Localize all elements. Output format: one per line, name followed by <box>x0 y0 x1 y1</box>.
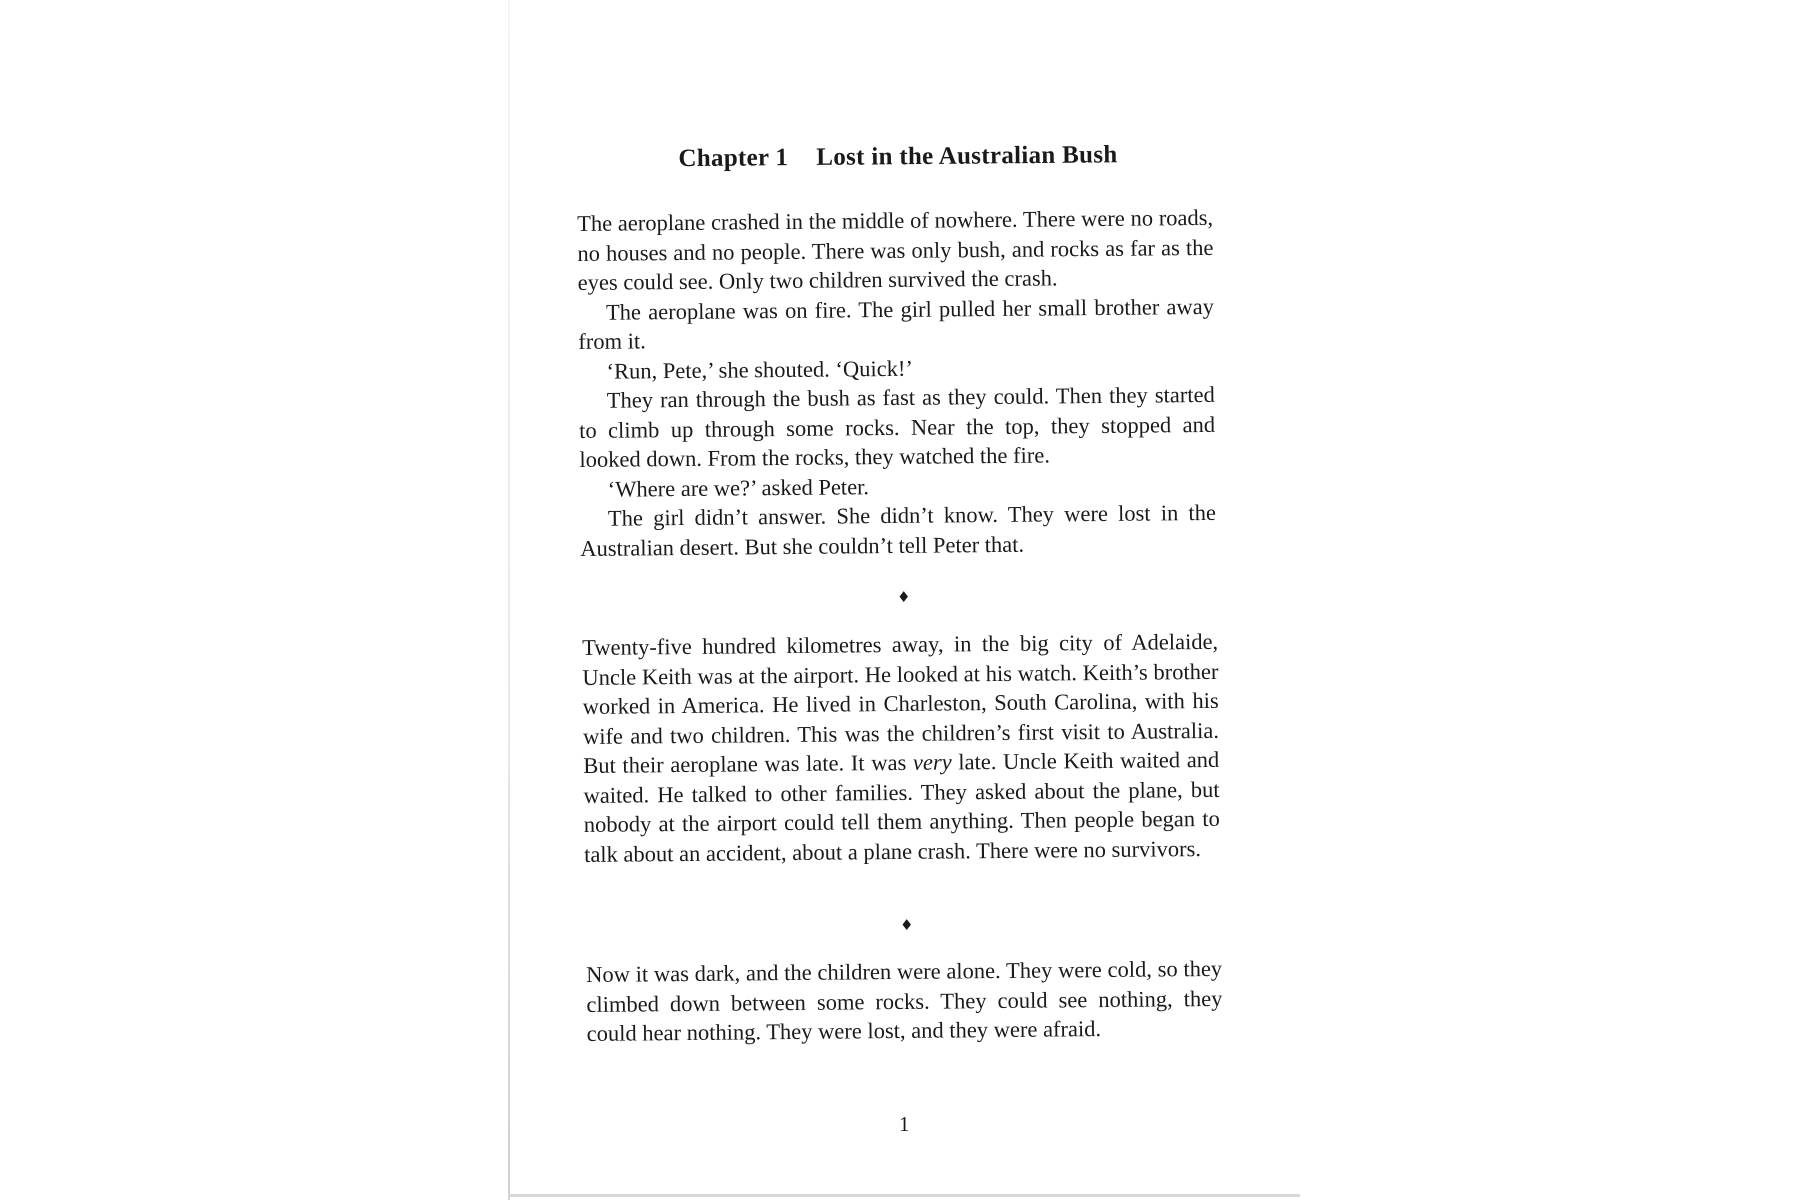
paragraph: ‘Run, Pete,’ she shouted. ‘Quick!’ <box>606 355 914 384</box>
paragraph: ‘Where are we?’ asked Peter. <box>607 473 870 502</box>
text-run: Twenty-five hundred kilometres away, in the big city of Adelaide, Uncle Keith was at the airport. He looked at his watch. Keith’s brother worked in America. He lived in Charleston, South Carolina, with his wife and two children. This was the children’s first visit to Australia. But their aeroplane was late. It was <box>582 628 1220 778</box>
chapter-number: Chapter 1 <box>678 144 789 173</box>
page-edge-bottom <box>508 1194 1300 1197</box>
section-divider-diamond: ♦ <box>900 916 914 934</box>
emphasis-word: very <box>912 749 952 775</box>
chapter-title: Lost in the Australian Bush <box>816 141 1118 171</box>
paragraph: They ran through the bush as fast as they could. Then they started to climb up through some rocks. Near the top, they stopped and looked down. From the rocks, they watched the fire. <box>579 381 1216 472</box>
section-one <box>577 203 1216 563</box>
paragraph: Now it was dark, and the children were alone. They were cold, so they climbed down between some rocks. They could see nothing, they could hear nothing. They were lost, and they were afraid. <box>586 955 1223 1046</box>
paragraph: The aeroplane was on fire. The girl pulled her small brother away from it. <box>578 293 1215 354</box>
page-number: 1 <box>899 1112 910 1136</box>
text-run: late. Uncle Keith waited and waited. He talked to other families. They asked about the plane, but nobody at the airport could tell them anything. Then people began to talk about an accident, about a plane crash. There were no survivors. <box>583 746 1220 867</box>
section-two <box>582 627 1220 869</box>
page-edge-left <box>508 0 510 1200</box>
section-divider-diamond: ♦ <box>897 588 911 606</box>
paragraph <box>582 627 1220 869</box>
paragraph: The aeroplane crashed in the middle of nowhere. There were no roads, no houses and no people. There was only bush, and rocks as far as the eyes could see. Only two children survived the crash. <box>577 204 1214 295</box>
paragraph: The girl didn’t answer. She didn’t know. They were lost in the Australian desert. But she couldn’t tell Peter that. <box>580 499 1217 561</box>
chapter-heading <box>578 140 1218 174</box>
section-three <box>586 954 1223 1049</box>
